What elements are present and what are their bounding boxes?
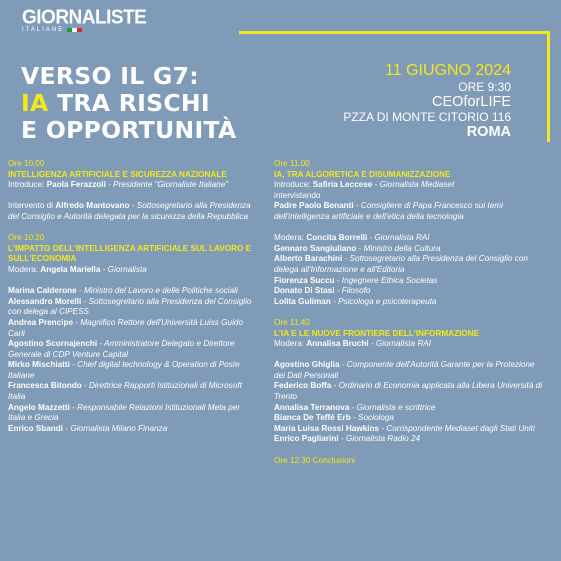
italian-flag-icon [67, 28, 82, 32]
session-intro [8, 180, 258, 191]
speaker-item [8, 360, 258, 381]
frame-top-line [239, 31, 550, 34]
conclusion: Ore 12.30 Conclusioni [274, 455, 356, 465]
speaker-name: Gennaro Sangiuliano [274, 243, 357, 253]
speaker-role: - Ministro della Cultura [356, 243, 441, 253]
speaker-role: - Sociologa [350, 413, 394, 423]
speaker-item [274, 360, 544, 381]
speaker-role: - Componente dell'Autorità Garante per la Protezione dei Dati Personali [274, 360, 535, 380]
intro-label: Introduce: [274, 180, 313, 190]
moderator-label: Modera: [274, 339, 307, 349]
speaker-role: - Amministratore Delegato e Direttore Generale di CDP Venture Capital [8, 339, 235, 359]
speaker-name: Andrea Prencipe [8, 317, 74, 327]
speaker-name: Bianca De Teffé Erb [274, 413, 351, 423]
moderator-role: - Giornalista RAI [367, 233, 430, 243]
speech-name: Alfredo Mantovano [55, 201, 130, 211]
speaker-name: Alberto Barachini [274, 254, 343, 264]
event-city: ROMA [466, 124, 511, 140]
speaker-item [274, 413, 544, 424]
speaker-role: - Chief digital technology & Operation di Poste Italiane [8, 360, 240, 380]
event-address: PZZA DI MONTE CITORIO 116 [343, 110, 511, 124]
speaker-name: Fiorenza Succu [274, 275, 335, 285]
speaker-item [8, 297, 258, 318]
speaker-name: Alessandro Morelli [8, 296, 82, 306]
speaker-role: - Giornalista Milano Finanza [63, 423, 168, 433]
moderator-name: Concita Borrelli [306, 233, 368, 243]
speaker-name: Donato Di Stasi [274, 286, 335, 296]
speaker-name: Lolita Guliman [274, 296, 331, 306]
speaker-item [274, 286, 544, 297]
speaker-role: - Filosofo [334, 286, 371, 296]
session-time: Ore 10.00 [8, 159, 45, 168]
speaker-role: - Psicologa e psicoterapeuta [330, 296, 437, 306]
speaker-item [8, 381, 258, 402]
intro-role: - Presidente "Giornaliste Italiane" [105, 180, 229, 190]
speaker-name: Annalisa Terranova [274, 402, 350, 412]
guest [274, 201, 544, 222]
session-time: Ore 10.20 [8, 233, 45, 243]
speaker-role: - Sottosegretario alla Presidenza del Consiglio con delega all'Informazione e all'Editoria [274, 254, 528, 274]
right-column [274, 159, 544, 466]
title-highlight: IA [21, 89, 49, 117]
speaker-name: Agostino Ghiglia [274, 360, 340, 370]
speaker-role: - Giornalista e scrittrice [349, 402, 436, 412]
moderator-role: - Giornalista [100, 264, 147, 274]
speaker-name: Enrico Pagliarini [274, 434, 339, 444]
speaker-role: - Ministro del Lavoro e delle Politiche sociali [76, 286, 238, 296]
event-organizer: CEOforLIFE [432, 94, 511, 110]
speaker-role: - Giornalista Radio 24 [338, 434, 421, 444]
session-2 [8, 233, 258, 434]
speaker-item [274, 276, 544, 287]
speaker-name: Agostino Scornajenchi [8, 339, 98, 349]
session-speech [8, 201, 258, 222]
moderator-name: Angela Mariella [40, 264, 101, 274]
session-3 [274, 159, 544, 307]
speaker-item [274, 297, 544, 308]
speaker-list [8, 286, 258, 434]
speaker-item [274, 244, 544, 255]
speaker-list [274, 360, 544, 445]
speech-label: Intervento di [8, 201, 56, 211]
intro-name: Paola Ferazzoli [46, 180, 106, 190]
speaker-list [274, 244, 544, 308]
title-line-3: E OPPORTUNITÀ [21, 116, 237, 144]
speaker-item [274, 434, 544, 445]
title-line-1: VERSO IL G7: [21, 62, 199, 90]
speaker-item [8, 286, 258, 297]
interview-label: intervistando [274, 190, 321, 200]
speaker-name: Enrico Sbandi [8, 423, 64, 433]
speaker-role: - Responsabile Relazioni Istituzionali Meta per Italia e Grecia [8, 402, 241, 423]
frame-right-line [547, 31, 550, 142]
event-time: ORE 9:30 [458, 80, 511, 94]
speaker-item [274, 254, 544, 275]
speaker-name: Mirko Mischiatti [8, 360, 70, 370]
session-title: IA, TRA ALGORETICA E DISUMANIZZAZIONE [274, 169, 451, 179]
session-1 [8, 159, 258, 223]
speaker-name: Maria Luisa Rossi Hawkins [274, 423, 380, 433]
session-moderator [274, 233, 544, 244]
intro-role: - Giornalista Mediaset [372, 180, 455, 190]
speaker-role: - Sottosegretario alla Presidenza del Consiglio con delega al CIPESS [8, 296, 252, 317]
speaker-role: - Ordinario di Economia applicata alla Libera Università di Trento [274, 381, 543, 402]
speaker-item [274, 403, 544, 414]
intro-label: Introduce: [8, 180, 47, 190]
speaker-role: - Direttrice Rapporti Istituzionali di Microsoft Italia [8, 381, 242, 402]
moderator-role: - Giornalista RAI [368, 339, 431, 349]
logo-sub-text: ITALIANE [22, 27, 65, 33]
intro-name: Safiria Leccese [312, 180, 373, 190]
speaker-name: Marina Calderone [8, 286, 77, 296]
session-time: Ore 11.40 [274, 317, 310, 327]
speech-role: - Sottosegretario alla Presidenza del Consiglio e Autorità delegata per la sicurezza della Repubblica [8, 201, 251, 221]
title-line-2 [21, 90, 237, 117]
logo-main-text: GIORNALISTE [22, 6, 147, 29]
session-intro [274, 180, 544, 191]
moderator-name: Annalisa Bruchi [306, 339, 369, 349]
speaker-item [8, 339, 258, 360]
speaker-role: - Corrispondente Mediaset dagli Stati Uniti [379, 423, 535, 433]
event-info [343, 62, 511, 140]
guest-name: Padre Paolo Benanti [274, 201, 354, 211]
speaker-item [274, 381, 544, 402]
session-4 [274, 318, 544, 466]
left-column [8, 159, 258, 434]
session-title: L'IA E LE NUOVE FRONTIERE DELL'INFORMAZIONE [274, 328, 480, 338]
speaker-name: Francesca Bitondo [8, 381, 82, 391]
moderator-label: Modera: [274, 233, 307, 243]
speaker-item [8, 403, 258, 424]
logo [22, 8, 146, 33]
page-title [21, 63, 237, 144]
speaker-item [274, 424, 544, 435]
moderator-label: Modera: [8, 264, 41, 274]
event-date: 11 GIUGNO 2024 [385, 62, 511, 79]
session-title: INTELLIGENZA ARTIFICIALE E SICUREZZA NAZIONALE [8, 169, 227, 179]
session-title: L'IMPATTO DELL'INTELLIGENZA ARTIFICIALE SUL LAVORO E SULL'ECONOMIA [8, 243, 252, 264]
title-line-2-rest: TRA RISCHI [48, 89, 210, 117]
guest-role: - Consigliere di Papa Francesco sui temi dell'intelligenza artificiale e dell'etica della tecnologia [274, 201, 503, 221]
speaker-item [8, 424, 258, 435]
speaker-item [8, 318, 258, 339]
session-time: Ore 11.00 [274, 159, 310, 168]
speaker-role: - Magnifico Rettore dell'Università Luiss Guido Carli [8, 317, 244, 338]
speaker-role: - Ingegnere Ethica Societas [334, 275, 438, 285]
session-moderator [274, 339, 544, 350]
speaker-name: Federico Boffa [274, 381, 332, 391]
session-moderator [8, 265, 258, 276]
speaker-name: Angelo Mazzetti [8, 402, 70, 412]
